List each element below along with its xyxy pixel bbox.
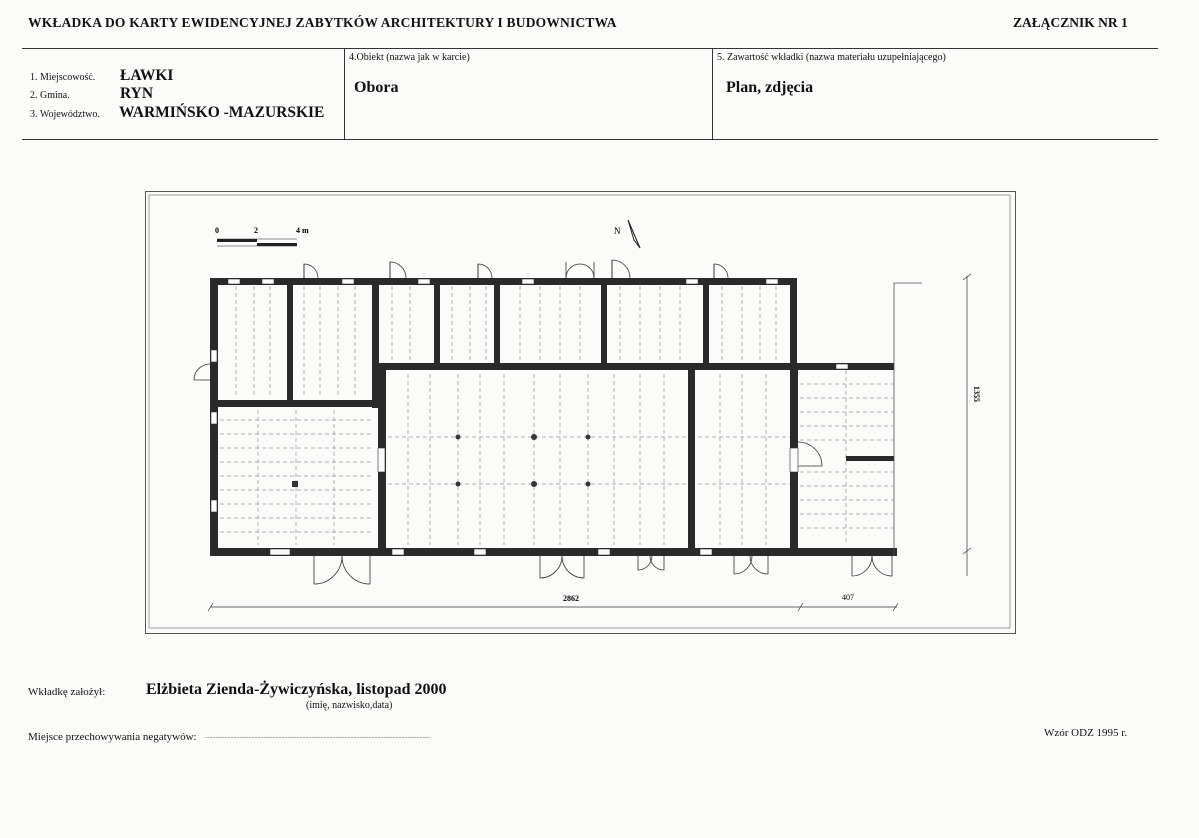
contents-caption: 5. Zawartość wkładki (nazwa materiału uzupełniającego) [717, 52, 946, 63]
scale-bar [217, 239, 297, 246]
template-note: Wzór ODZ 1995 r. [1044, 727, 1128, 739]
north-label: N [614, 226, 621, 236]
north-arrow-icon [628, 220, 640, 248]
scale-label-2: 2 [254, 226, 258, 235]
dim-length: 2862 [563, 594, 579, 603]
doors [194, 260, 892, 584]
place-label: 1. Miejscowość. [30, 72, 96, 83]
columns [292, 434, 591, 487]
annex-outline [894, 283, 922, 370]
dim-width: 1355 [972, 386, 981, 402]
object-caption: 4.Obiekt (nazwa jak w karcie) [349, 52, 470, 63]
object-value: Obora [354, 79, 399, 96]
walls [210, 278, 897, 556]
dimension-lines [208, 274, 971, 611]
voivodeship-value: WARMIŃSKO -MAZURSKIE [119, 104, 325, 121]
place-value: ŁAWKI [120, 67, 174, 84]
contents-value: Plan, zdjęcia [726, 79, 814, 96]
windows [211, 279, 848, 555]
dim-annex: 407 [842, 593, 854, 602]
author-caption: (imię, nazwisko,data) [306, 700, 393, 711]
document-title: WKŁADKA DO KARTY EWIDENCYJNEJ ZABYTKÓW ARCHITEKTURY I BUDOWNICTWA [28, 15, 617, 30]
negatives-value: ...................................................................................................................................................... [205, 734, 430, 740]
annex-number: ZAŁĄCZNIK NR 1 [1013, 15, 1128, 30]
author-name: Elżbieta Zienda-Żywiczyńska, listopad 2000 [146, 681, 447, 698]
voivodeship-label: 3. Województwo. [30, 109, 100, 120]
commune-label: 2. Gmina. [30, 90, 70, 101]
created-by-label: Wkładkę założył: [28, 686, 106, 698]
scale-label-0: 0 [215, 226, 219, 235]
commune-value: RYN [120, 85, 154, 102]
plan-inner-frame [149, 195, 1010, 628]
scale-label-4m: 4 m [296, 226, 309, 235]
negatives-label: Miejsce przechowywania negatywów: [28, 731, 197, 743]
